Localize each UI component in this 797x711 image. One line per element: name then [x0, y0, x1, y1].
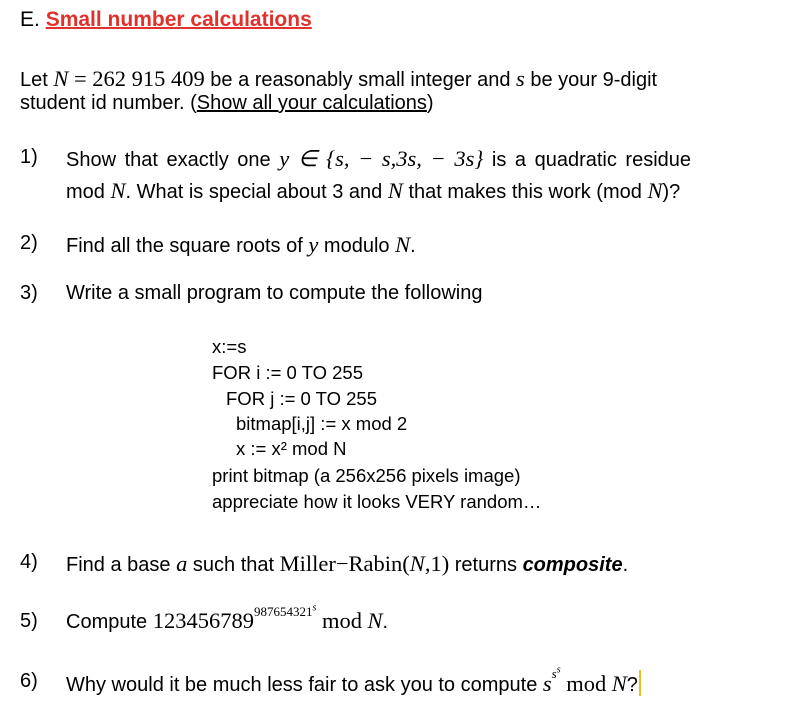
item-3-number: 3) [20, 282, 38, 304]
item-2-y: y [308, 232, 319, 257]
intro-s: s [516, 66, 525, 91]
item-6-s-exp2: s [556, 665, 561, 677]
item-5-number: 5) [20, 610, 38, 632]
item-1-line-1 [66, 146, 691, 172]
item-4-n: N [409, 551, 425, 576]
item-1-n2: N [387, 178, 403, 203]
show-calculations-link: Show all your calculations [196, 92, 427, 114]
item-1-line-2 [66, 178, 680, 204]
item-6-n: N [611, 671, 627, 696]
item-2-text-c: . [410, 235, 416, 257]
intro-eq: = [73, 66, 87, 91]
item-4-composite: composite [522, 554, 623, 576]
item-1-text-b: is a quadratic residue [491, 149, 692, 171]
item-6-text-a: Why would it be much less fair to ask you to compute [66, 674, 538, 696]
code-line-4: bitmap[i,j] := x mod 2 [236, 413, 408, 434]
item-1-number: 1) [20, 146, 38, 168]
section-title: Small number calculations [45, 8, 312, 31]
item-6-s: s [542, 671, 552, 696]
item-1-n1: N [110, 178, 126, 203]
item-1-text-d: . What is special about 3 and [125, 181, 383, 203]
intro-n: N [53, 66, 69, 91]
code-line-1: x:=s [212, 336, 247, 357]
item-2-number: 2) [20, 232, 38, 254]
intro-let: Let [20, 69, 48, 91]
intro-value: 262 915 409 [92, 66, 205, 91]
item-6-mod: mod [566, 671, 607, 696]
item-6-s-exp1: s [551, 666, 557, 682]
intro-line-2 [20, 92, 434, 115]
code-line-6: print bitmap (a 256x256 pixels image) [212, 465, 521, 486]
section-heading [20, 8, 312, 32]
item-4-miller-rabin: Miller−Rabin( [279, 551, 410, 576]
item-4-base: a [176, 551, 188, 576]
item-4-text-a: Find a base [66, 554, 171, 576]
item-4-miller-rabin-end: ,1) [424, 551, 450, 576]
item-5-mod: mod [321, 608, 362, 633]
code-line-2: FOR i := 0 TO 255 [212, 362, 363, 383]
item-2-line [66, 232, 416, 258]
item-5-text-a: Compute [66, 611, 148, 633]
item-1-n3: N [647, 178, 663, 203]
intro-text2: be your 9-digit [530, 69, 658, 91]
item-1-text-e: that makes this work (mod [408, 181, 642, 203]
item-5-n: N [367, 608, 383, 633]
intro-line-1 [20, 66, 657, 92]
item-5-exponent-exponent: s [312, 603, 317, 615]
item-1-text-f: )? [662, 181, 681, 203]
item-1-set: y ∈ {s, − s,3s, − 3s} [279, 146, 484, 171]
code-line-3: FOR j := 0 TO 255 [226, 388, 377, 409]
item-1-text-a: Show that exactly one [66, 149, 271, 171]
item-5-exponent: 987654321 [253, 604, 313, 620]
section-prefix: E. [20, 8, 40, 31]
item-2-n: N [395, 232, 411, 257]
item-6-number: 6) [20, 670, 38, 692]
item-4-line [66, 551, 628, 577]
text-cursor [639, 670, 641, 696]
intro-line2b: ) [426, 92, 434, 114]
item-5-base: 123456789 [152, 608, 254, 633]
item-4-text-c: returns [454, 554, 517, 576]
item-4-number: 4) [20, 551, 38, 573]
item-6-line [66, 665, 641, 697]
item-4-text-e: . [622, 554, 629, 576]
item-5-end: . [382, 611, 389, 633]
code-line-5: x := x² mod N [236, 438, 347, 459]
item-2-text-b: modulo [323, 235, 390, 257]
item-4-text-b: such that [192, 554, 275, 576]
item-1-mod: mod [66, 181, 105, 203]
item-6-end: ? [626, 674, 638, 696]
item-5-line [66, 603, 389, 634]
item-2-text-a: Find all the square roots of [66, 235, 303, 257]
intro-line2a: student id number. ( [20, 92, 197, 114]
item-3-text: Write a small program to compute the following [66, 282, 483, 304]
code-line-7: appreciate how it looks VERY random… [212, 491, 542, 512]
intro-text1: be a reasonably small integer and [210, 69, 511, 91]
